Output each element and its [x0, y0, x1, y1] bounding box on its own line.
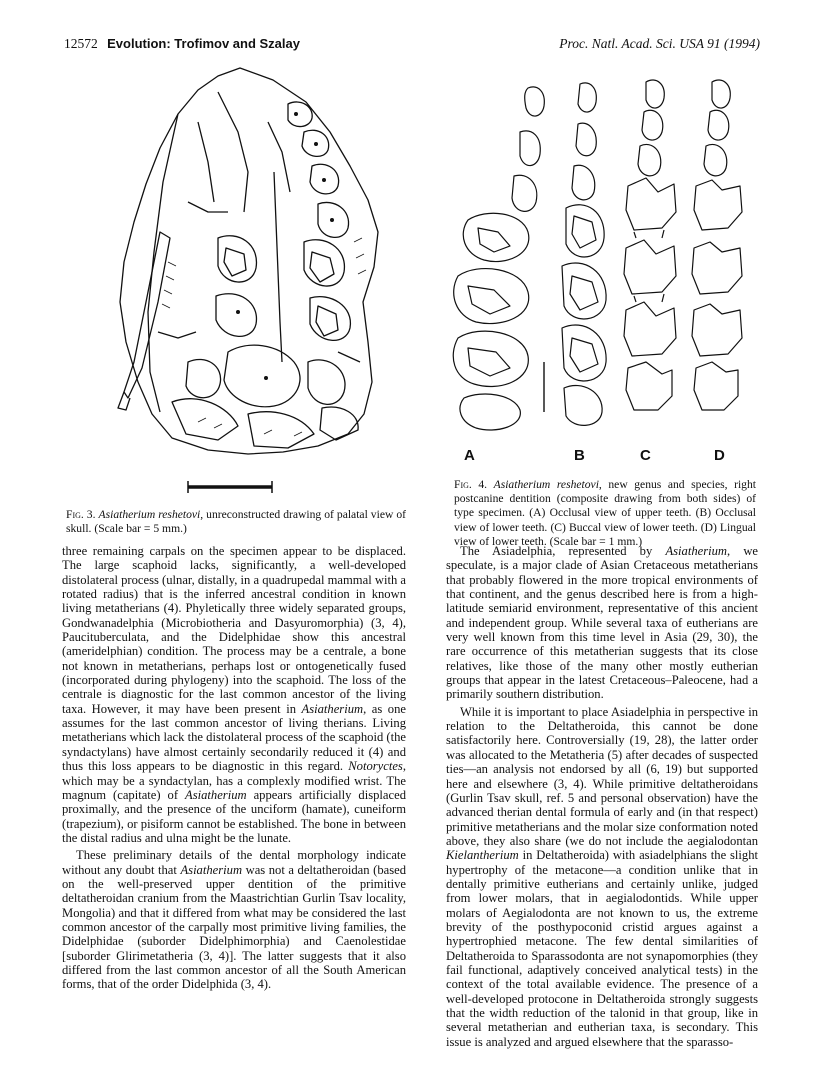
journal-citation: Proc. Natl. Acad. Sci. USA 91 (1994) — [559, 36, 760, 51]
taxon-name: Asiatherium — [180, 862, 243, 877]
text-run: These preliminary details of the dental morphology indicate without any doubt that — [62, 848, 406, 877]
figure-3-label: Fig. 3. — [66, 508, 96, 521]
figure-3-skull-drawing — [68, 62, 438, 504]
figure-4-caption-text: , new genus and species, right postcanine dentition (composite drawing from both sides) of type specimen. (A) Occlusal view of upper teeth. (B) Occlusal view of lower teeth. (C) Buccal view of lower teeth. (D) Lingual view of lower teeth. (Scale bar = 1 mm.) — [454, 478, 756, 548]
text-run: , which may be a syndactylan, has a complexly modified wrist. The magnum (capitate) of — [62, 759, 406, 802]
text-run: While it is important to place Asiadelphia in perspective in relation to the Deltatheroida, this cannot be done satisfactorily here. Controversially (19, 28), the latter order was allocated to the Metatheria (5) after decades of suspected ties—an analysis not endorsed by all (6, 19) but supported here and elsewhere (3, 4). While primitive deltatheroidans (Gurlin Tsav skull, ref. 5 and personal observation) have the advanced therian dental formula of early and (in that respect) primitive metatherians and the molar size conformation noted above, they also share (we do not include the aegialodontan — [446, 704, 758, 848]
text-run: three remaining carpals on the specimen appear to be displaced. The large scaphoid lacks, significantly, a well-developed distolateral process (ulnar, distally, in a quadrupedal mammal with a rotated radius) that is the inferred ancestral condition in known living metatherians (4). Phyletically three widely separated groups, Gondwanadelphia (Microbiotheria and Dasyuromorphia) (3, 4), Paucituberculata, and the Didelphidae show this ancestral (ameridelphian) condition. The process may be a centrale, a bone not known in metatherians, perhaps lost or ontogenetically fused (incorporated during phylogeny) into the scaphoid. The loss of the centrale is diagnostic for the last common ancestor of the living taxa. However, it may have been present in — [62, 544, 406, 716]
figure-4-species: Asiatherium reshetovi — [493, 478, 599, 491]
panel-label-a: A — [464, 447, 475, 464]
figure-4-dentition-drawing — [450, 62, 760, 472]
right-paragraph-1 — [446, 544, 758, 702]
section-title: Evolution: Trofimov and Szalay — [107, 36, 300, 51]
figure-3-scale-bar — [188, 481, 272, 493]
taxon-name: Asiatherium — [301, 701, 364, 716]
running-header-left — [64, 36, 300, 52]
taxon-name: Notoryctes — [348, 759, 403, 774]
figure-3-caption — [66, 508, 406, 536]
text-run: in Deltatheroida) with asiadelphians the slight hypertrophy of the metacone—a condition unlike that in dentally primitive eutherians and certainly unlike, judged from lower molars, that in aegialodontids. While upper molars of Aegialodonta are not known to us, the extreme brevity of the posthypoconid cristid argues against a hypertrophied metacone. The few dental similarities of Deltatheroida to Sparassodonta are not synapomorphies (they fail functional, adaptively conceived analytical tests) in the context of the total available evidence. The presence of a well-developed protocone in Deltatheroida strongly suggests that the width reduction of the talonid in that group, like in several metatherian and eutherian taxa, is secondary. This issue is analyzed and argued elsewhere that the sparasso- — [446, 848, 758, 1049]
figure-3-caption-text: , unreconstructed drawing of palatal view of skull. (Scale bar = 5 mm.) — [66, 508, 406, 536]
taxon-name: Asiatherium — [185, 787, 247, 802]
figure-4-label: Fig. 4. — [454, 478, 488, 491]
panel-label-d: D — [714, 447, 725, 464]
figure-3-species: Asiatherium reshetovi — [98, 508, 201, 521]
taxon-name: Asiatherium — [665, 544, 728, 558]
left-paragraph-2 — [62, 848, 406, 991]
page-number: 12572 — [64, 36, 98, 51]
left-column — [62, 544, 406, 992]
left-paragraph-1 — [62, 544, 406, 845]
panel-label-c: C — [640, 447, 651, 464]
text-run: , we speculate, is a major clade of Asian Cretaceous metatherians that probably flowered in the more tropical environments of that continent, and the genus described here is from a high-latitude semiarid environment, representative of this ancient and independent group. While several taxa of eutherians are very well known from this time level in Asia (29, 30), the rare occurrence of this metatherian suggests that its close relatives, like those of the many other mostly eutherian groups that appear in the latest Cretaceous–Paleocene, had a primarily southern distribution. — [446, 544, 759, 702]
panel-label-b: B — [574, 447, 585, 464]
right-column — [446, 544, 758, 1049]
text-run: , as one assumes for the last common ancestor of living therians. Living metatherians which lack the distolateral process of the scaphoid (the syndactylans) have almost certainly secondarily reduced it (4) and thus this loss appears to be diagnostic in this regard. — [62, 701, 406, 774]
taxon-name: Kielantherium — [446, 848, 519, 863]
panel-c-teeth — [624, 80, 676, 410]
text-run: was not a deltatheroidan (based on the well-preserved upper dentition of the primitive deltatheroidan cranium from the Maastrichtian Gurlin Tsav locality, Mongolia) and that it differed from what may be considered the last common ancestor of the carpally most primitive living families, the Didelphidae (suborder Didelphimorphia) and Caenolestidae [suborder Glirimetatheria (3, 4)]. The latter suggests that it also differed from the last common ancestor of all the South American forms, that of the order Didelphida (3, 4). — [62, 862, 406, 992]
text-run: appears artificially displaced proximally, and the presence of the unciform (hamate), cuneiform (trapezium), or pisiform cannot be established. The bone in between the distal radius and ulna might be the lunate. — [62, 787, 406, 845]
figure-4-caption — [454, 478, 756, 549]
panel-b-teeth — [562, 83, 606, 425]
text-run: The Asiadelphia, represented by — [460, 544, 666, 558]
panel-a-teeth — [453, 87, 544, 430]
panel-d-teeth — [692, 80, 742, 410]
right-paragraph-2 — [446, 705, 758, 1049]
